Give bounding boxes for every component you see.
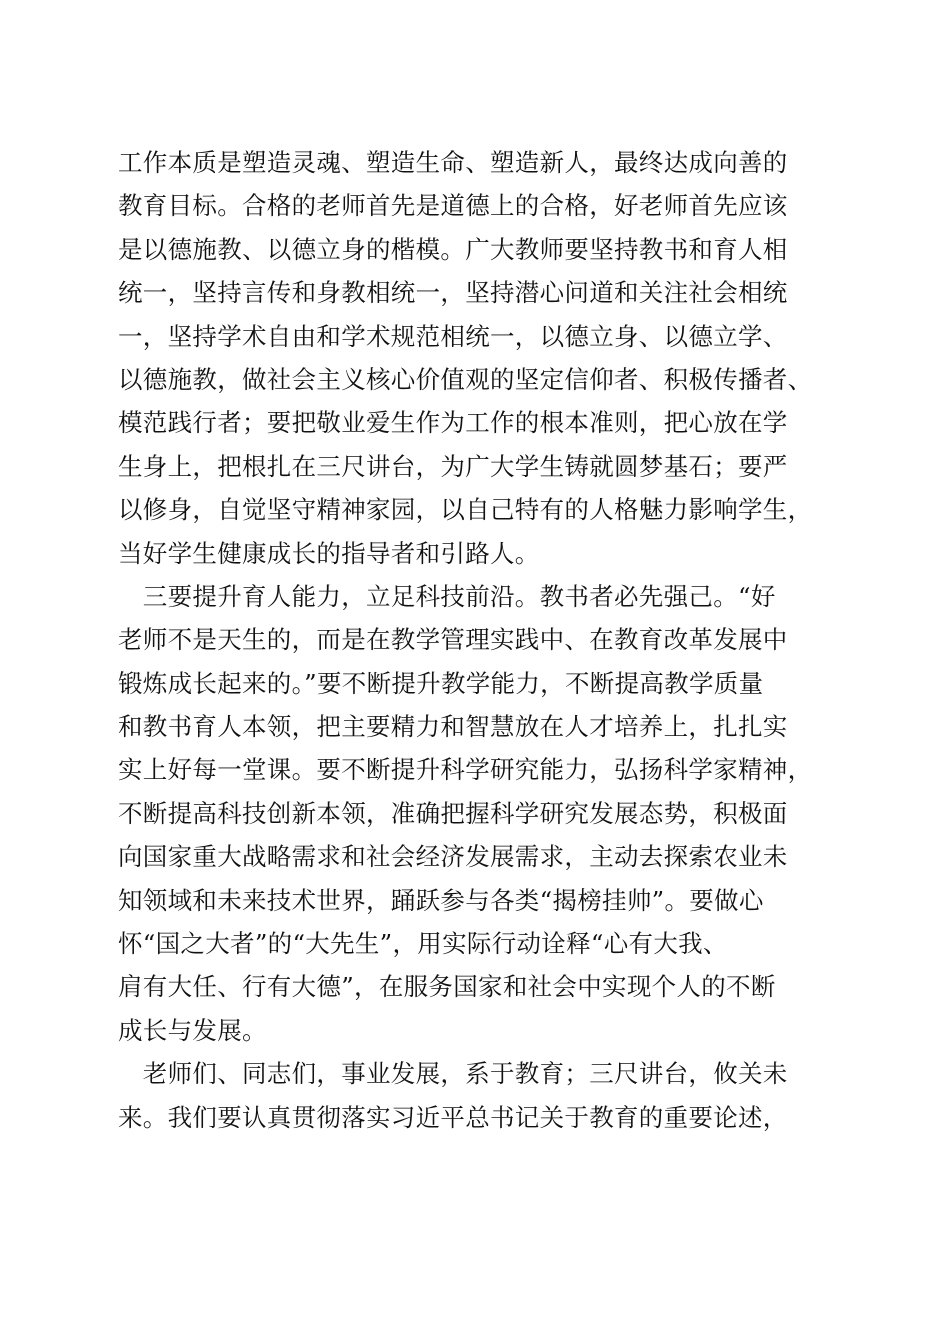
paragraph-2 [118,575,848,1052]
text-line: 成长与发展。 [118,1015,267,1045]
text-line: 肩有大任、行有大德”，在服务国家和社会中实现个人的不断 [118,972,776,1002]
text-line: 当好学生健康成长的指导者和引路人。 [118,538,540,568]
text-line: 工作本质是塑造灵魂、塑造生命、塑造新人，最终达成向善的 [118,148,788,177]
text-line: 生身上，把根扎在三尺讲台，为广大学生铸就圆梦基石；要严 [118,451,788,481]
text-line: 向国家重大战略需求和社会经济发展需求，主动去探索农业未 [118,842,788,872]
text-line: 统一，坚持言传和身教相统一，坚持潜心问道和关注社会相统 [118,278,788,308]
text-line: 怀“国之大者”的“大先生”，用实际行动诠释“心有大我、 [118,929,728,959]
text-line: 实上好每一堂课。要不断提升科学研究能力，弘扬科学家精神， [118,755,813,785]
text-line: 锻炼成长起来的。”要不断提升教学能力，不断提高教学质量 [118,668,764,698]
text-line: 老师们、同志们，事业发展，系于教育；三尺讲台，攸关未 [118,1059,788,1089]
text-line: 以修身，自觉坚守精神家园，以自己特有的人格魅力影响学生， [118,495,813,525]
paragraph-3 [118,1052,848,1139]
text-line: 以德施教，做社会主义核心价值观的坚定信仰者、积极传播者、 [118,364,813,394]
text-line: 三要提升育人能力，立足科技前沿。教书者必先强己。“好 [118,581,776,611]
paragraph-1 [118,141,848,575]
text-line: 教育目标。合格的老师首先是道德上的合格，好老师首先应该 [118,191,788,221]
document-body [118,141,848,1139]
text-line: 老师不是天生的，而是在教学管理实践中、在教育改革发展中 [118,625,788,655]
text-line: 是以德施教、以德立身的楷模。广大教师要坚持教书和育人相 [118,234,788,264]
text-line: 不断提高科技创新本领，准确把握科学研究发展态势，积极面 [118,798,788,828]
text-line: 模范践行者；要把敬业爱生作为工作的根本准则，把心放在学 [118,408,788,438]
text-line: 知领域和未来技术世界，踊跃参与各类“揭榜挂帅”。要做心 [118,885,764,915]
text-line: 来。我们要认真贯彻落实习近平总书记关于教育的重要论述， [118,1102,788,1132]
text-line: 和教书育人本领，把主要精力和智慧放在人才培养上，扎扎实 [118,712,788,742]
text-line: 一，坚持学术自由和学术规范相统一，以德立身、以德立学、 [118,321,788,351]
